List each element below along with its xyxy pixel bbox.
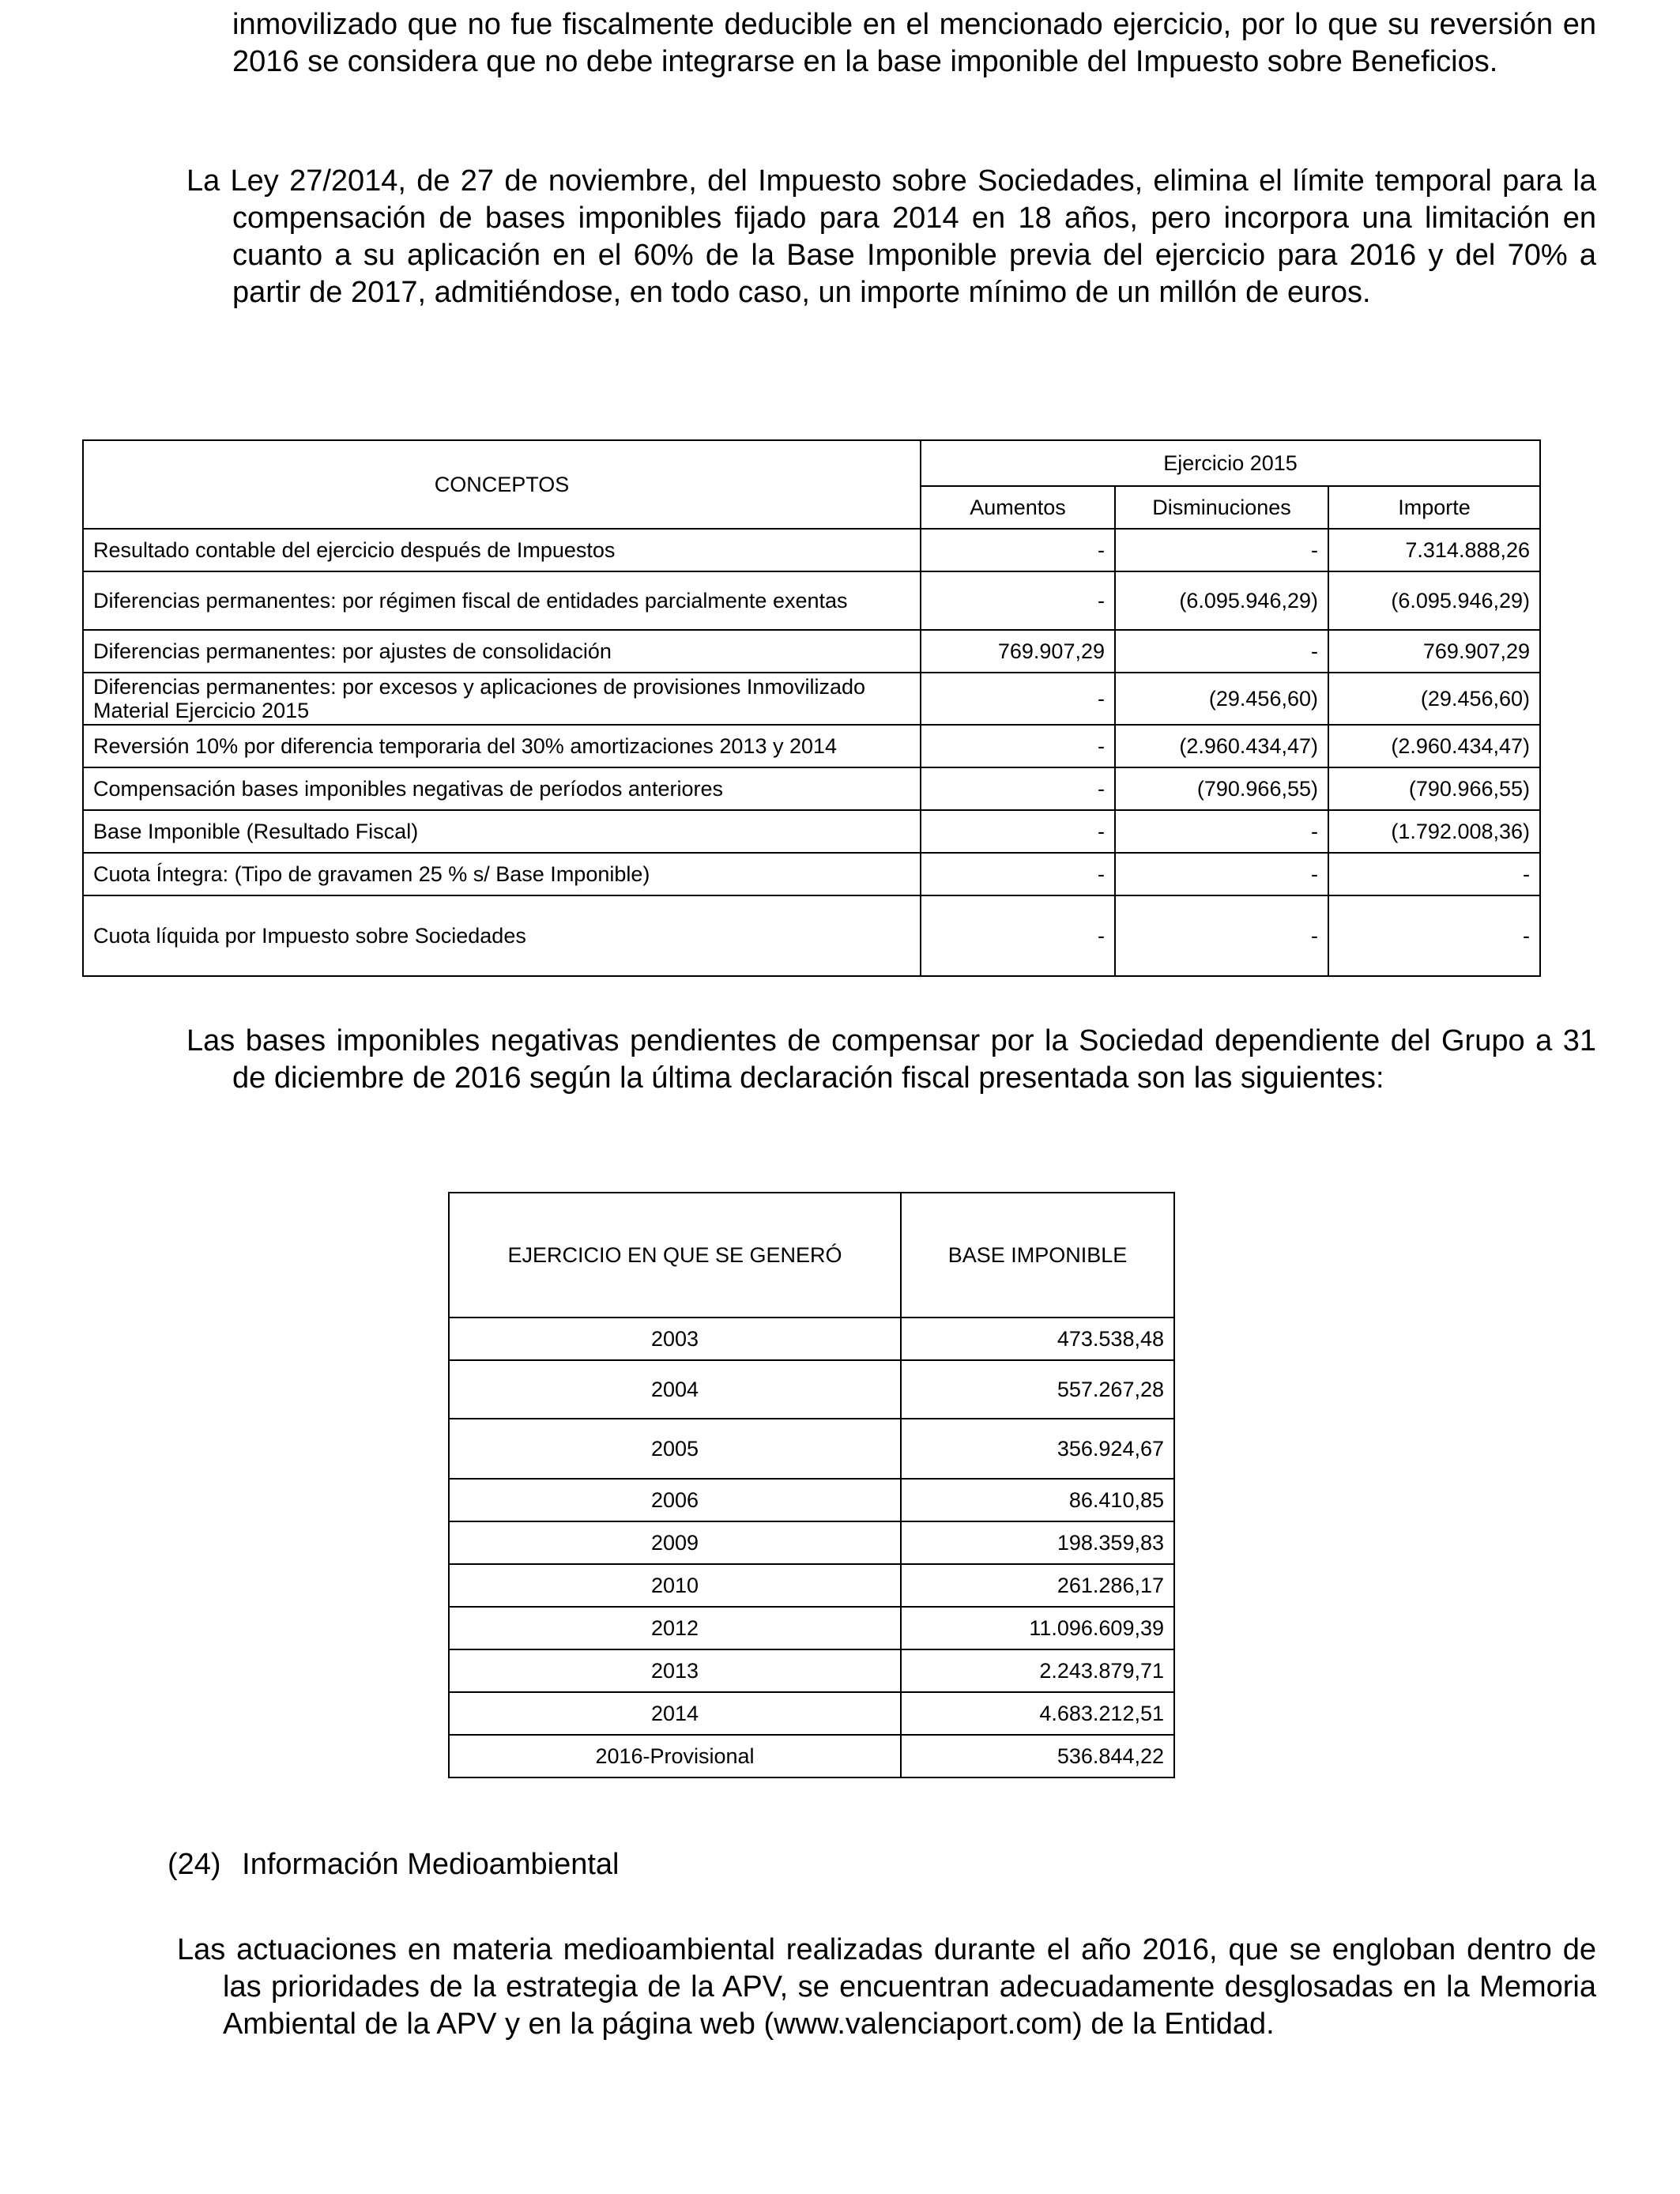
header-period: Ejercicio 2015	[921, 440, 1540, 486]
base-cell: 473.538,48	[901, 1318, 1174, 1360]
table-row	[83, 725, 1540, 767]
amount-cell: -	[1328, 853, 1540, 895]
increases-cell: -	[921, 810, 1115, 853]
increases-cell: -	[921, 725, 1115, 767]
base-cell: 4.683.212,51	[901, 1692, 1174, 1735]
amount-cell: (1.792.008,36)	[1328, 810, 1540, 853]
section-heading	[168, 1846, 620, 1883]
header-decreases: Disminuciones	[1115, 486, 1328, 529]
decreases-cell: -	[1115, 853, 1328, 895]
amount-cell: 769.907,29	[1328, 630, 1540, 673]
table-row	[449, 1479, 1174, 1521]
increases-cell: -	[921, 673, 1115, 725]
increases-cell: -	[921, 895, 1115, 976]
decreases-cell: (6.095.946,29)	[1115, 571, 1328, 630]
table-row	[449, 1521, 1174, 1564]
concept-cell: Reversión 10% por diferencia temporaria del 30% amortizaciones 2013 y 2014	[83, 725, 921, 767]
base-cell: 557.267,28	[901, 1360, 1174, 1419]
year-cell: 2012	[449, 1607, 901, 1649]
concept-cell: Cuota líquida por Impuesto sobre Sociedades	[83, 895, 921, 976]
concept-cell: Diferencias permanentes: por ajustes de consolidación	[83, 630, 921, 673]
concept-cell: Cuota Íntegra: (Tipo de gravamen 25 % s/ Base Imponible)	[83, 853, 921, 895]
paragraph-medioambiental: Las actuaciones en materia medioambiental realizadas durante el año 2016, que se engloban dentro de las prioridades de la estrategia de la APV, se encuentran adecuadamente desglosadas en la Memoria Ambiental de la APV y en la página web (www.valenciaport.com) de la Entidad.	[177, 1933, 1596, 2041]
header-base: BASE IMPONIBLE	[901, 1193, 1174, 1318]
table-row	[83, 767, 1540, 810]
table-row	[449, 1607, 1174, 1649]
decreases-cell: -	[1115, 810, 1328, 853]
concept-cell: Compensación bases imponibles negativas de períodos anteriores	[83, 767, 921, 810]
increases-cell: -	[921, 571, 1115, 630]
table-row	[83, 630, 1540, 673]
increases-cell: -	[921, 529, 1115, 571]
base-cell: 86.410,85	[901, 1479, 1174, 1521]
concept-cell: Base Imponible (Resultado Fiscal)	[83, 810, 921, 853]
increases-cell: 769.907,29	[921, 630, 1115, 673]
base-cell: 536.844,22	[901, 1735, 1174, 1777]
year-cell: 2009	[449, 1521, 901, 1564]
table-row	[83, 529, 1540, 571]
increases-cell: -	[921, 767, 1115, 810]
increases-cell: -	[921, 853, 1115, 895]
header-amount: Importe	[1328, 486, 1540, 529]
amount-cell: -	[1328, 895, 1540, 976]
table-row	[83, 673, 1540, 725]
decreases-cell: (29.456,60)	[1115, 673, 1328, 725]
table-row	[83, 810, 1540, 853]
year-cell: 2013	[449, 1649, 901, 1692]
paragraph-bases-imponibles: Las bases imponibles negativas pendientes de compensar por la Sociedad dependiente del Grupo a 31 de diciembre de 2016 según la última declaración fiscal presentada son las siguientes:	[186, 1024, 1596, 1095]
table-row	[449, 1649, 1174, 1692]
decreases-cell: -	[1115, 895, 1328, 976]
year-cell: 2004	[449, 1360, 901, 1419]
paragraph-ley-27-2014: La Ley 27/2014, de 27 de noviembre, del Impuesto sobre Sociedades, elimina el límite temporal para la compensación de bases imponibles fijado para 2014 en 18 años, pero incorpora una limitación en cuanto a su aplicación en el 60% de la Base Imponible previa del ejercicio para 2016 y del 70% a partir de 2017, admitiéndose, en todo caso, un importe mínimo de un millón de euros.	[186, 164, 1596, 309]
concept-cell: Diferencias permanentes: por excesos y aplicaciones de provisiones Inmovilizado Material Ejercicio 2015	[83, 673, 921, 725]
section-title: Información Medioambiental	[242, 1848, 620, 1881]
bases-table	[448, 1192, 1175, 1778]
base-cell: 198.359,83	[901, 1521, 1174, 1564]
base-cell: 11.096.609,39	[901, 1607, 1174, 1649]
decreases-cell: -	[1115, 529, 1328, 571]
year-cell: 2016-Provisional	[449, 1735, 901, 1777]
section-number: (24)	[168, 1848, 221, 1881]
table-row	[449, 1419, 1174, 1479]
year-cell: 2003	[449, 1318, 901, 1360]
amount-cell: (2.960.434,47)	[1328, 725, 1540, 767]
amount-cell: (29.456,60)	[1328, 673, 1540, 725]
amount-cell: (6.095.946,29)	[1328, 571, 1540, 630]
concept-cell: Diferencias permanentes: por régimen fiscal de entidades parcialmente exentas	[83, 571, 921, 630]
year-cell: 2010	[449, 1564, 901, 1607]
amount-cell: 7.314.888,26	[1328, 529, 1540, 571]
header-concepts: CONCEPTOS	[83, 440, 921, 529]
table-row	[83, 895, 1540, 976]
table-row	[449, 1735, 1174, 1777]
table-row	[83, 571, 1540, 630]
tax-table	[82, 439, 1541, 977]
concept-cell: Resultado contable del ejercicio después de Impuestos	[83, 529, 921, 571]
decreases-cell: -	[1115, 630, 1328, 673]
year-cell: 2014	[449, 1692, 901, 1735]
table-row	[83, 853, 1540, 895]
header-year: EJERCICIO EN QUE SE GENERÓ	[449, 1193, 901, 1318]
decreases-cell: (2.960.434,47)	[1115, 725, 1328, 767]
header-increases: Aumentos	[921, 486, 1115, 529]
table-row	[449, 1318, 1174, 1360]
base-cell: 356.924,67	[901, 1419, 1174, 1479]
paragraph-continuation: inmovilizado que no fue fiscalmente deducible en el mencionado ejercicio, por lo que su reversión en 2016 se considera que no debe integrarse en la base imponible del Impuesto sobre Beneficios.	[232, 8, 1596, 78]
table-row	[449, 1692, 1174, 1735]
base-cell: 261.286,17	[901, 1564, 1174, 1607]
year-cell: 2006	[449, 1479, 901, 1521]
table-row	[449, 1360, 1174, 1419]
base-cell: 2.243.879,71	[901, 1649, 1174, 1692]
year-cell: 2005	[449, 1419, 901, 1479]
table-row	[449, 1564, 1174, 1607]
decreases-cell: (790.966,55)	[1115, 767, 1328, 810]
amount-cell: (790.966,55)	[1328, 767, 1540, 810]
